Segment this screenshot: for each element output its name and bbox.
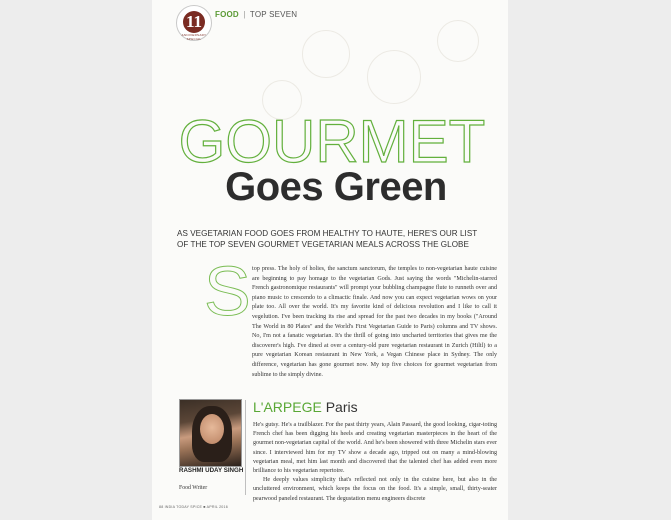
deck-text: AS VEGETARIAN FOOD GOES FROM HEALTHY TO HAUTE, HERE'S OUR LIST OF THE TOP SEVEN GOURMET VEGETARIAN MEALS ACROSS THE GLOBE [177, 229, 478, 249]
section-body [253, 421, 497, 504]
decorative-circle [302, 30, 350, 78]
section-kicker [215, 10, 297, 19]
drop-cap: S [204, 252, 251, 330]
author-photo [179, 399, 242, 467]
author-role: Food Writer [179, 485, 208, 491]
kicker-series: TOP SEVEN [249, 10, 298, 19]
headline-gourmet: GOURMET [178, 108, 486, 175]
kicker-section: FOOD [215, 10, 239, 19]
headline-goes-green: Goes Green [225, 165, 447, 209]
section-heading [253, 399, 358, 415]
body-paragraph: He's gutsy. He's a trailblazer. For the past thirty years, Alain Passard, the good looking, cigar-toting French chef has been digging his heels and creating vegetarian masterpieces in the heart of the gourmet non-vegetarian capital of the world. And he's been showered with three Michelin stars ever since. I interviewed him for my TV show a decade ago, tripped out on many a mind-blowing vegetarian meal, met him last month and discovered that the talented chef has added even more brilliance to his vegetarian repertoire. [253, 422, 497, 475]
decorative-circle [437, 20, 479, 62]
restaurant-name: L'ARPEGE [253, 399, 322, 415]
badge-number: 11 [183, 11, 205, 33]
restaurant-city: Paris [325, 399, 358, 415]
badge-ring-text: ANNIVERSARY SPECIAL [181, 33, 207, 41]
kicker-separator: | [243, 10, 246, 19]
intro-paragraph: top press. The holy of holies, the sanctum sanctorum, the temples to non-vegetarian haute cuisine are beginning to pay homage to the vegetarian Gods. Just saying the words "Michelin-starred French gastronomique restaurants" will prompt your bubbling champagne flute to runneth over and piano music to crescendo to a climactic finale. And now you can expect vegetarian wows on your plate too. All over the world. It's my favorite kind of delicious revolution and I like to call it vegelution. I've been tracking its rise and spread for the past two decades in my books ("Around The World in 80 Plates" and the World's First Vegetarian Guide to Paris) columns and TV shows. No, I'm not a fanatic vegetarian. It's the thrill of going into uncharted territories that gives me the discoverer's high. I've dined at over a century-old pure vegetarian restaurant in Zurich (Hiltl) to a pure vegetarian Korean restaurant in New York, a Vegan Chinese place in Sydney. The only difference, vegetarian has gone gourmet now. My top five choices for gourmet vegetarian from sublime to the simply divine. [252, 266, 497, 378]
column-divider [245, 400, 246, 495]
author-name: RASHMI UDAY SINGH [179, 467, 244, 474]
anniversary-badge [176, 5, 212, 41]
decorative-circle [367, 50, 421, 104]
body-paragraph: He deeply values simplicity that's reflected not only in the cuisine here, but also in the uncluttered environment, which keeps the focus on the food. It's a simple, small, thirty-seater pearwood paneled restaurant. The degustation menu engineers discrete [253, 477, 497, 502]
page-footer: 88 INDIA TODAY SPICE ■ APRIL 2016 [159, 505, 228, 509]
author-photo-face [200, 414, 224, 444]
magazine-page [152, 0, 508, 520]
